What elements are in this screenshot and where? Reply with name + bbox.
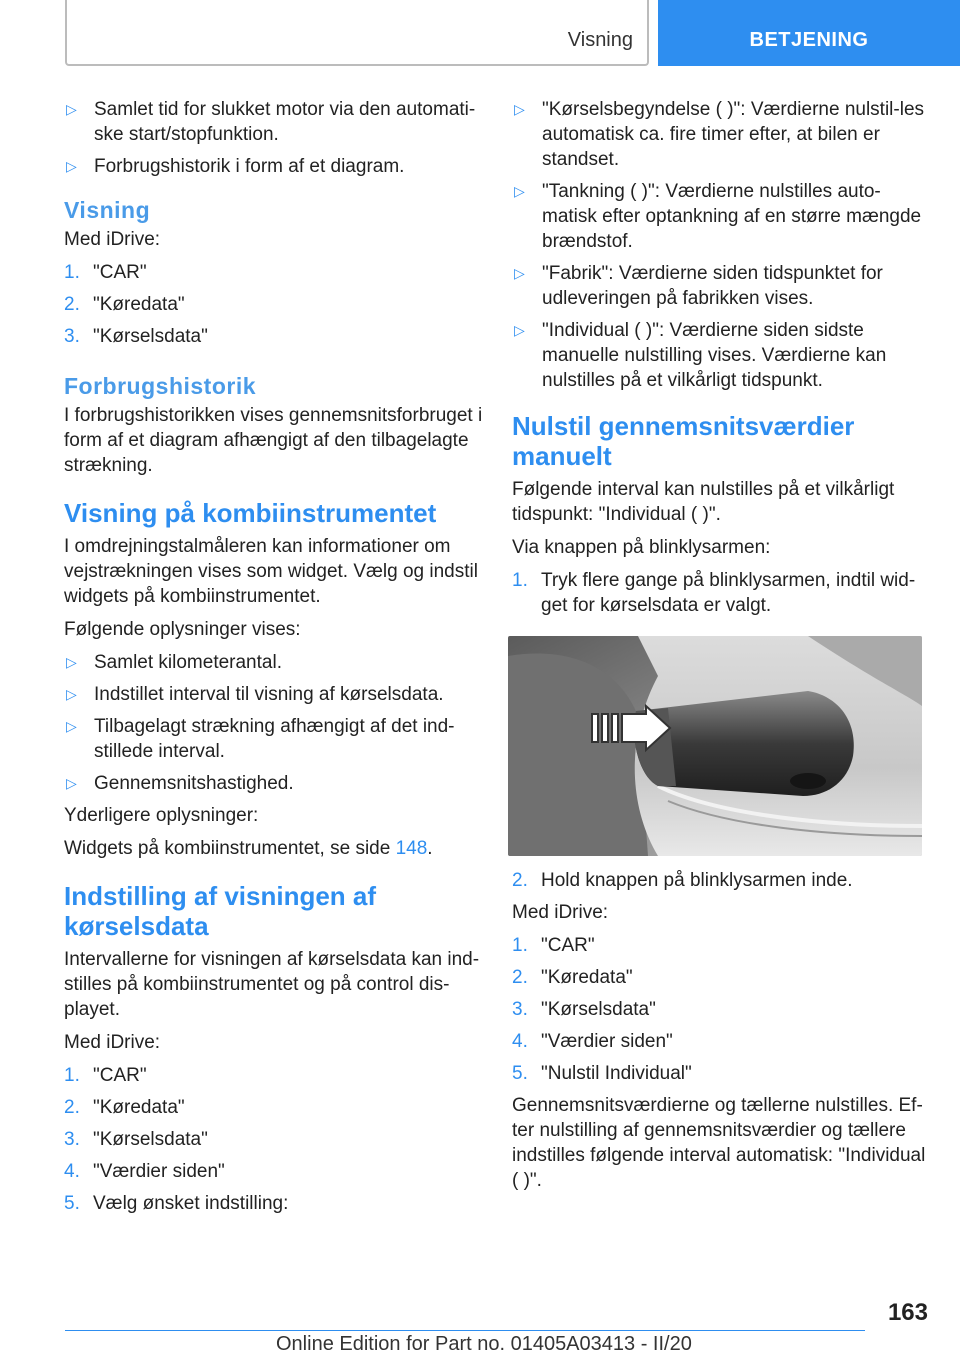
triangle-bullet-icon: ▷ bbox=[66, 158, 77, 174]
triangle-bullet-icon: ▷ bbox=[514, 322, 525, 338]
turn-signal-lever-illustration bbox=[508, 636, 922, 856]
cross-reference: Widgets på kombiinstrumentet, se side 148. bbox=[64, 838, 433, 859]
lever-drawing bbox=[508, 636, 922, 856]
list-item: 2. Hold knappen på blinklysarmen inde. bbox=[512, 870, 853, 891]
heading-indstilling: Indstilling af visningen af kørselsdata bbox=[64, 881, 377, 941]
triangle-bullet-icon: ▷ bbox=[66, 775, 77, 791]
list-item: ▷ Forbrugshistorik i form af et diagram. bbox=[66, 156, 405, 177]
closing-text: Gennemsnitsværdierne og tællerne nulstilles. Ef-ter nulstilling af gennemsnitsværdier og tællere indstilles følgende interval automatisk: "Individual ( )". bbox=[512, 1095, 926, 1191]
body-text: Følgende interval kan nulstilles på et vilkårligt tidspunkt: "Individual ( )". bbox=[512, 479, 895, 525]
lead-text: Følgende oplysninger vises: bbox=[64, 619, 301, 640]
body-text: Intervallerne for visningen af kørselsdata kan ind-stilles på kombiinstrumentet og på control dis-playet. bbox=[64, 949, 480, 1020]
lead-text: Med iDrive: bbox=[512, 902, 609, 923]
edition-text: Online Edition for Part no. 01405A03413 - II/20 bbox=[276, 1333, 692, 1355]
triangle-bullet-icon: ▷ bbox=[514, 101, 525, 117]
list-item: 4. "Værdier siden" bbox=[512, 1031, 673, 1052]
list-item: 1. "CAR" bbox=[64, 1065, 147, 1086]
heading-kombiinstrument: Visning på kombiinstrumentet bbox=[64, 498, 437, 528]
more-info-label: Yderligere oplysninger: bbox=[64, 805, 259, 826]
list-item: 5. "Nulstil Individual" bbox=[512, 1063, 692, 1084]
triangle-bullet-icon: ▷ bbox=[66, 654, 77, 670]
heading-nulstil: Nulstil gennemsnitsværdier manuelt bbox=[512, 411, 855, 471]
chapter-tab[interactable] bbox=[658, 0, 960, 66]
heading-visning: Visning bbox=[64, 197, 151, 223]
list-item: ▷ Indstillet interval til visning af kørselsdata. bbox=[66, 684, 444, 705]
body-text: I omdrejningstalmåleren kan informationer om vejstrækningen vises som widget. Vælg og indstil widgets på kombiinstrumentet. bbox=[64, 536, 478, 607]
header-frame bbox=[65, 0, 649, 66]
list-item: ▷ "Kørselsbegyndelse ( )": Værdierne nulstil-les automatisk ca. fire timer efter, at bilen er standset. bbox=[514, 99, 925, 170]
list-item: ▷ Samlet kilometerantal. bbox=[66, 652, 282, 673]
chapter-tab-label: BETJENING bbox=[749, 29, 869, 51]
list-item: 2. "Køredata" bbox=[512, 967, 633, 988]
list-item: 3. "Kørselsdata" bbox=[64, 326, 208, 347]
list-item: 1. "CAR" bbox=[64, 262, 147, 283]
triangle-bullet-icon: ▷ bbox=[66, 718, 77, 734]
info-bullet-list bbox=[64, 650, 484, 796]
page-link-148[interactable]: 148 bbox=[395, 838, 428, 859]
list-item: ▷ Tilbagelagt strækning afhængigt af det ind-stillede interval. bbox=[66, 716, 455, 762]
step-list bbox=[512, 568, 926, 618]
footer-divider bbox=[65, 1330, 865, 1331]
step-list bbox=[512, 933, 926, 1086]
list-item: 3. "Kørselsdata" bbox=[64, 1129, 208, 1150]
body-text: I forbrugshistorikken vises gennemsnitsforbruget i form af et diagram afhængigt af den tilbagelagte strækning. bbox=[64, 405, 483, 476]
list-item: ▷ Samlet tid for slukket motor via den automati-ske start/stopfunktion. bbox=[66, 99, 476, 145]
list-item: 1. "CAR" bbox=[512, 935, 595, 956]
triangle-bullet-icon: ▷ bbox=[66, 686, 77, 702]
section-title: Visning bbox=[567, 29, 633, 51]
step-list bbox=[512, 868, 926, 893]
list-item: ▷ "Fabrik": Værdierne siden tidspunktet for udleveringen på fabrikken vises. bbox=[514, 263, 883, 309]
heading-forbrugshistorik: Forbrugshistorik bbox=[64, 373, 257, 399]
interval-bullet-list bbox=[512, 97, 926, 393]
list-item: 3. "Kørselsdata" bbox=[512, 999, 656, 1020]
list-item: 1. Tryk flere gange på blinklysarmen, indtil wid-get for kørselsdata er valgt. bbox=[512, 570, 916, 616]
step-list bbox=[64, 1063, 484, 1216]
list-item: 4. "Værdier siden" bbox=[64, 1161, 225, 1182]
list-item: 2. "Køredata" bbox=[64, 294, 185, 315]
triangle-bullet-icon: ▷ bbox=[514, 183, 525, 199]
left-column bbox=[64, 97, 484, 1223]
right-column bbox=[512, 97, 926, 1201]
lead-text: Via knappen på blinklysarmen: bbox=[512, 537, 771, 558]
lead-text: Med iDrive: bbox=[64, 229, 161, 250]
list-item: 2. "Køredata" bbox=[64, 1097, 185, 1118]
list-item: ▷ "Individual ( )": Værdierne siden sidste manuelle nulstilling vises. Værdierne kan nulstilles på et vilkårligt tidspunkt. bbox=[514, 320, 887, 391]
intro-bullet-list bbox=[64, 97, 484, 179]
lead-text: Med iDrive: bbox=[64, 1032, 161, 1053]
list-item: 5. Vælg ønsket indstilling: bbox=[64, 1193, 289, 1214]
step-list bbox=[64, 260, 484, 349]
list-item: ▷ "Tankning ( )": Værdierne nulstilles auto-matisk efter optankning af en større mængde brændstof. bbox=[514, 181, 922, 252]
page-number: 163 bbox=[887, 1299, 928, 1326]
list-item: ▷ Gennemsnitshastighed. bbox=[66, 773, 294, 794]
triangle-bullet-icon: ▷ bbox=[514, 265, 525, 281]
triangle-bullet-icon: ▷ bbox=[66, 101, 77, 117]
